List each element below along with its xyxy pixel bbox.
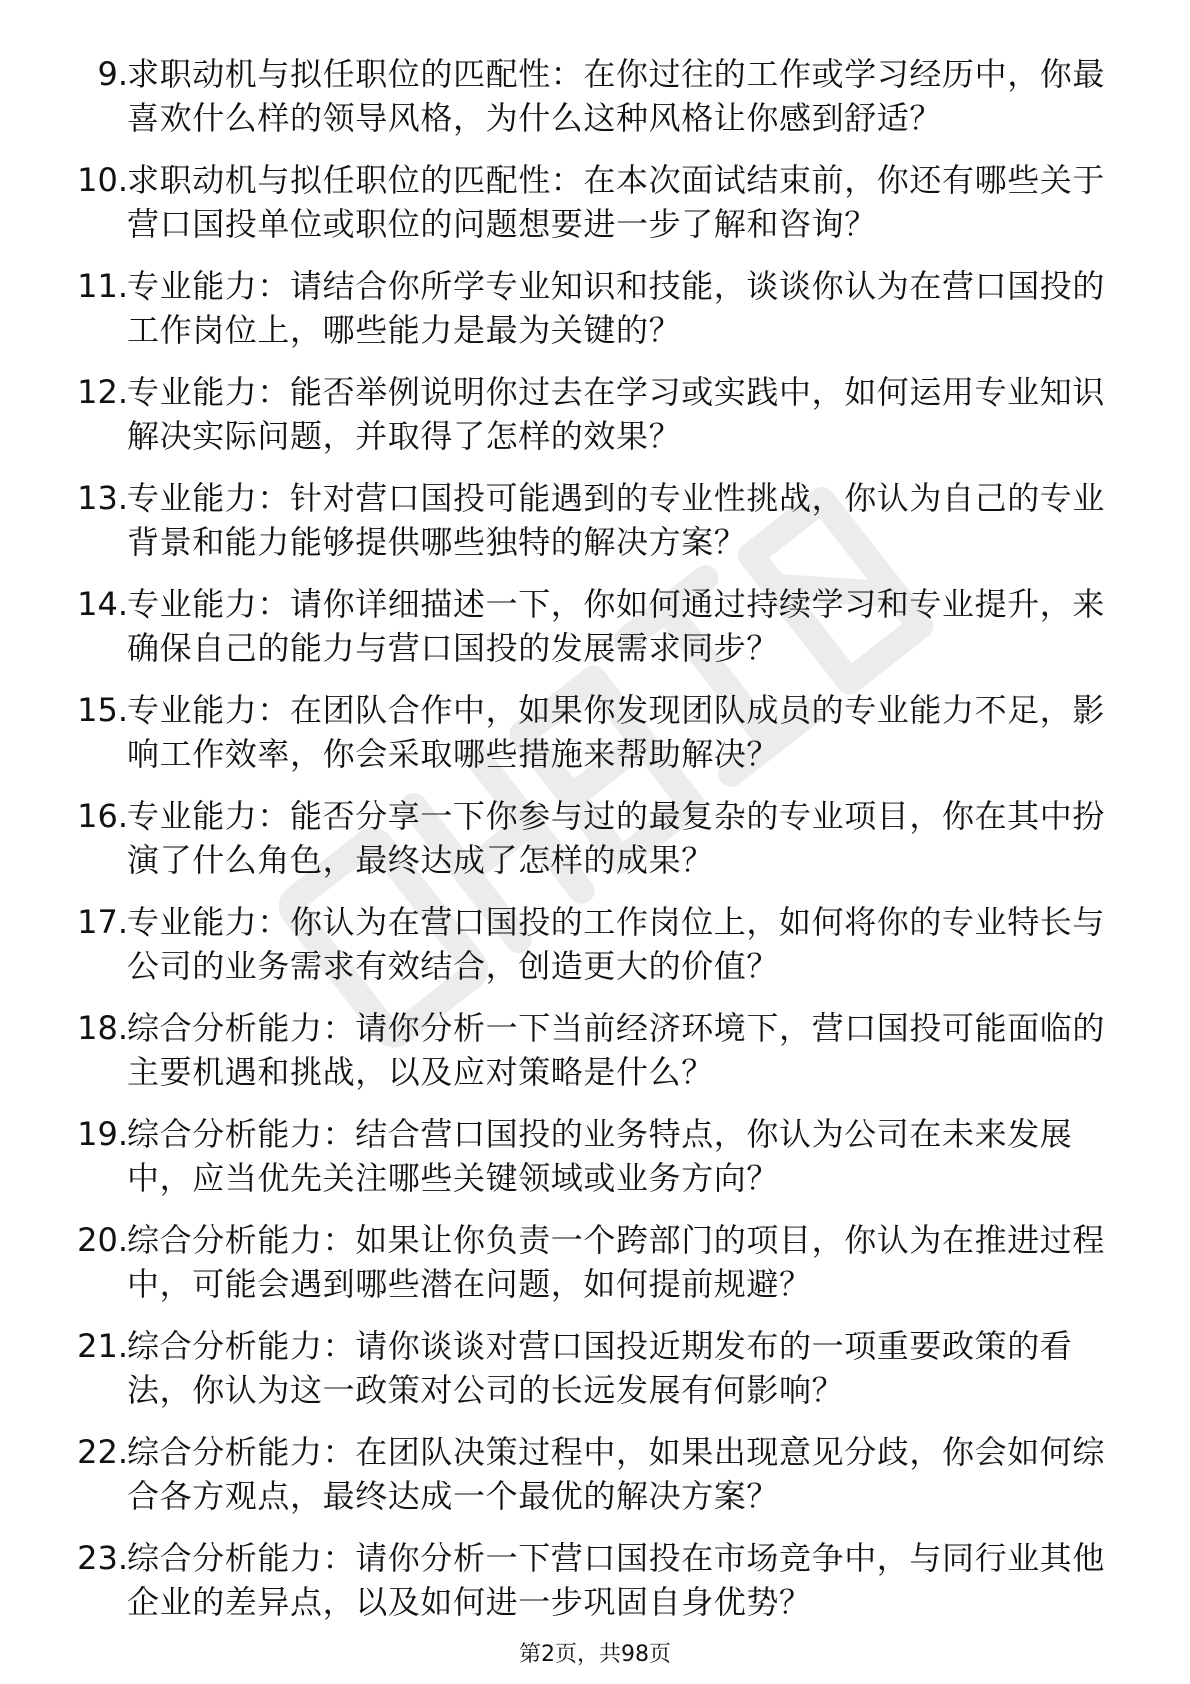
question-number: 19.	[77, 1115, 128, 1153]
question-text: 综合分析能力：结合营口国投的业务特点，你认为公司在未来发展中，应当优先关注哪些关键领域或业务方向？	[127, 1115, 1073, 1197]
question-item	[0, 582, 1190, 688]
question-number: 9.	[97, 55, 128, 93]
question-item	[0, 476, 1190, 582]
question-text: 综合分析能力：请你分析一下当前经济环境下，营口国投可能面临的主要机遇和挑战，以及应对策略是什么？	[127, 1009, 1106, 1091]
question-item	[0, 1112, 1190, 1218]
question-number: 17.	[77, 903, 128, 941]
question-item	[0, 1430, 1190, 1536]
question-number: 22.	[77, 1433, 128, 1471]
question-text: 专业能力：请结合你所学专业知识和技能，谈谈你认为在营口国投的工作岗位上，哪些能力是最为关键的？	[127, 267, 1106, 349]
question-text: 求职动机与拟任职位的匹配性：在你过往的工作或学习经历中，你最喜欢什么样的领导风格，为什么这种风格让你感到舒适？	[127, 55, 1106, 137]
page-number-label: 第2页，共98页	[519, 1642, 671, 1667]
question-number: 11.	[77, 267, 128, 305]
question-number: 20.	[77, 1221, 128, 1259]
question-text: 综合分析能力：请你分析一下营口国投在市场竞争中，与同行业其他企业的差异点，以及如何进一步巩固自身优势？	[127, 1539, 1106, 1621]
question-number: 10.	[77, 161, 128, 199]
question-number: 18.	[77, 1009, 128, 1047]
question-item	[0, 1006, 1190, 1112]
question-item	[0, 158, 1190, 264]
question-text: 专业能力：在团队合作中，如果你发现团队成员的专业能力不足，影响工作效率，你会采取哪些措施来帮助解决？	[127, 691, 1106, 773]
question-item	[0, 370, 1190, 476]
question-number: 16.	[77, 797, 128, 835]
question-item	[0, 1324, 1190, 1430]
question-number: 14.	[77, 585, 128, 623]
question-text: 综合分析能力：在团队决策过程中，如果出现意见分歧，你会如何综合各方观点，最终达成一个最优的解决方案？	[127, 1433, 1106, 1515]
question-number: 12.	[77, 373, 128, 411]
question-number: 15.	[77, 691, 128, 729]
question-item	[0, 794, 1190, 900]
question-item	[0, 688, 1190, 794]
question-item	[0, 1536, 1190, 1642]
page-footer	[0, 1640, 1190, 1670]
question-list	[0, 52, 1190, 1642]
question-number: 13.	[77, 479, 128, 517]
question-text: 综合分析能力：如果让你负责一个跨部门的项目，你认为在推进过程中，可能会遇到哪些潜在问题，如何提前规避？	[127, 1221, 1106, 1303]
question-number: 23.	[77, 1539, 128, 1577]
question-text: 专业能力：你认为在营口国投的工作岗位上，如何将你的专业特长与公司的业务需求有效结合，创造更大的价值？	[127, 903, 1106, 985]
question-number: 21.	[77, 1327, 128, 1365]
question-text: 综合分析能力：请你谈谈对营口国投近期发布的一项重要政策的看法，你认为这一政策对公司的长远发展有何影响？	[127, 1327, 1073, 1409]
question-item	[0, 900, 1190, 1006]
question-text: 专业能力：请你详细描述一下，你如何通过持续学习和专业提升，来确保自己的能力与营口国投的发展需求同步？	[127, 585, 1106, 667]
question-text: 求职动机与拟任职位的匹配性：在本次面试结束前，你还有哪些关于营口国投单位或职位的问题想要进一步了解和咨询？	[127, 161, 1106, 243]
question-item	[0, 52, 1190, 158]
question-item	[0, 264, 1190, 370]
question-text: 专业能力：能否分享一下你参与过的最复杂的专业项目，你在其中扮演了什么角色，最终达成了怎样的成果？	[127, 797, 1106, 879]
question-text: 专业能力：针对营口国投可能遇到的专业性挑战，你认为自己的专业背景和能力能够提供哪些独特的解决方案？	[127, 479, 1106, 561]
question-text: 专业能力：能否举例说明你过去在学习或实践中，如何运用专业知识解决实际问题，并取得了怎样的效果？	[127, 373, 1106, 455]
question-item	[0, 1218, 1190, 1324]
